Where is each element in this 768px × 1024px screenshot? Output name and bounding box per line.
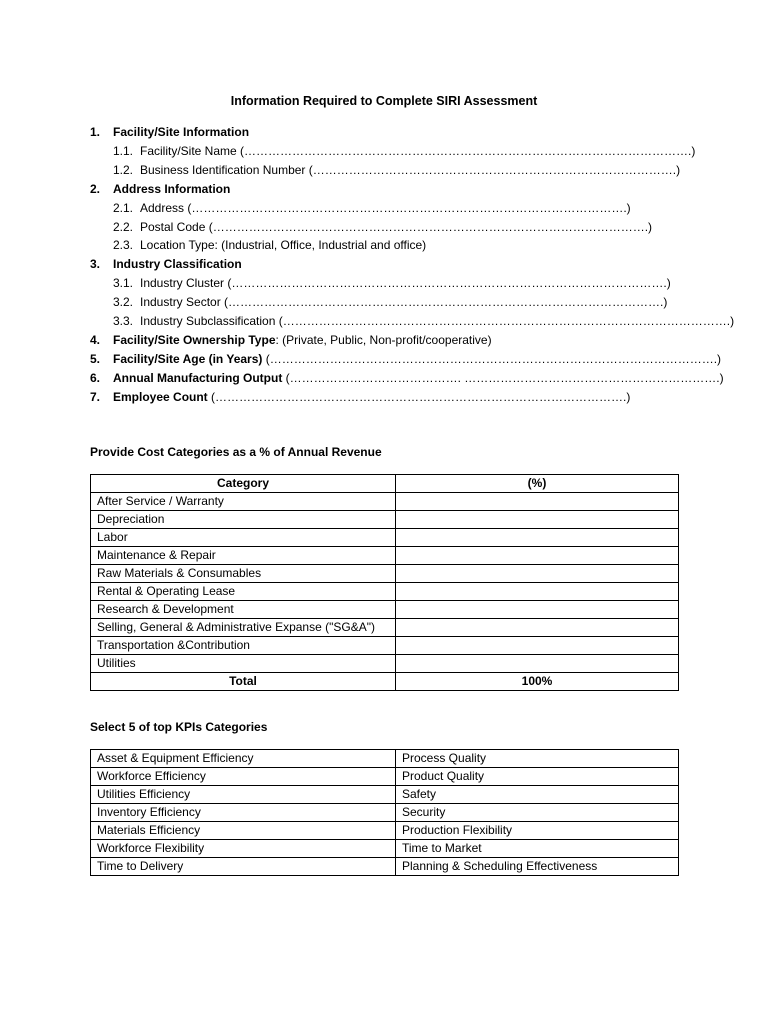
kpi-option-cell[interactable]: Production Flexibility [396,822,679,840]
item-number: 3. [90,257,101,272]
subitem-number: 2.3. [113,238,134,253]
subitem-text: Industry Cluster (……………………………………………………………………………………………….) [140,276,671,291]
item-number: 4. [90,332,101,347]
subitem-number: 1.2. [113,162,134,177]
total-value: 100% [396,673,679,691]
cost-percent-cell[interactable] [396,601,679,619]
cost-row [91,511,679,529]
kpi-row [91,768,679,786]
item-detail: (………………………………………………………………………………………….) [207,389,631,404]
kpi-row [91,858,679,876]
cost-row [91,583,679,601]
cost-row [91,601,679,619]
cost-row [91,529,679,547]
cost-category-cell: After Service / Warranty [91,493,396,511]
cost-category-cell: Depreciation [91,511,396,529]
cost-table-header-row [91,475,679,493]
info-subitem [113,312,734,330]
item-number: 7. [90,389,101,404]
kpi-table [90,749,679,876]
cost-table [90,474,679,691]
cost-row [91,565,679,583]
info-item [90,388,630,406]
kpi-option-cell[interactable]: Security [396,804,679,822]
cost-category-cell: Utilities [91,655,396,673]
subitem-text: Industry Subclassification (………………………………………………………………………………………………….) [140,314,735,328]
kpi-option-cell[interactable]: Utilities Efficiency [91,786,396,804]
cost-category-cell: Research & Development [91,601,396,619]
item-detail: (……………………………………. ……………………………………………………….) [282,370,724,385]
info-item [90,331,492,349]
item-label: Facility/Site Ownership Type [113,332,276,347]
subitem-number: 2.2. [113,219,134,234]
subitem-number: 1.1. [113,143,134,158]
kpi-option-cell[interactable]: Time to Market [396,840,679,858]
total-label: Total [91,673,396,691]
cost-percent-cell[interactable] [396,655,679,673]
item-number: 1. [90,125,101,139]
kpi-row [91,786,679,804]
subitem-text: Address (……………………………………………………………………………………………….) [140,200,631,215]
info-subitem [113,142,695,160]
info-item [90,180,230,198]
cost-row [91,637,679,655]
info-subitem [113,236,426,254]
kpi-option-cell[interactable]: Materials Efficiency [91,822,396,840]
info-item [90,255,242,273]
kpi-option-cell[interactable]: Inventory Efficiency [91,804,396,822]
kpi-option-cell[interactable]: Workforce Flexibility [91,840,396,858]
kpi-option-cell[interactable]: Product Quality [396,768,679,786]
kpi-option-cell[interactable]: Workforce Efficiency [91,768,396,786]
cost-percent-cell[interactable] [396,547,679,565]
item-label: Facility/Site Age (in Years) [113,351,263,366]
item-label: Address Information [113,181,231,196]
cost-percent-cell[interactable] [396,511,679,529]
item-label: Facility/Site Information [113,125,250,139]
kpi-option-cell[interactable]: Safety [396,786,679,804]
item-number: 5. [90,351,101,366]
kpi-option-cell[interactable]: Process Quality [396,750,679,768]
item-label: Employee Count [113,389,208,404]
cost-category-cell: Raw Materials & Consumables [91,565,396,583]
cost-row [91,493,679,511]
item-detail: (………………………………………………………………………………………………….) [262,351,722,366]
subitem-number: 3.1. [113,276,134,291]
cost-percent-cell[interactable] [396,529,679,547]
cost-percent-cell[interactable] [396,583,679,601]
cost-percent-cell[interactable] [396,565,679,583]
info-subitem [113,161,680,179]
cost-row [91,619,679,637]
item-label: Industry Classification [113,257,242,272]
subitem-number: 2.1. [113,200,134,215]
cost-category-cell: Transportation &Contribution [91,637,396,655]
subitem-text: Location Type: (Industrial, Office, Industrial and office) [140,238,427,253]
item-number: 6. [90,370,101,385]
info-item [90,123,249,141]
cost-percent-cell[interactable] [396,619,679,637]
info-item [90,369,724,387]
subitem-number: 3.3. [113,314,134,328]
subitem-text: Postal Code (……………………………………………………………………………………………….) [140,219,653,234]
cost-percent-cell[interactable] [396,637,679,655]
cost-percent-cell[interactable] [396,493,679,511]
total-row [91,673,679,691]
info-subitem [113,199,631,217]
cost-category-cell: Selling, General & Administrative Expanse ("SG&A") [91,619,396,637]
item-label: Annual Manufacturing Output [113,370,283,385]
cost-section-heading: Provide Cost Categories as a % of Annual Revenue [90,445,382,459]
kpi-row [91,840,679,858]
kpi-option-cell[interactable]: Asset & Equipment Efficiency [91,750,396,768]
cost-row [91,547,679,565]
kpi-section-heading: Select 5 of top KPIs Categories [90,720,268,734]
info-subitem [113,293,667,311]
document-title: Information Required to Complete SIRI Assessment [230,94,538,108]
kpi-row [91,804,679,822]
item-detail: : (Private, Public, Non-profit/cooperative) [275,332,492,347]
kpi-option-cell[interactable]: Planning & Scheduling Effectiveness [396,858,679,876]
percent-column-header: (%) [396,475,679,493]
subitem-text: Facility/Site Name (………………………………………………………………………………………………….) [140,143,696,158]
kpi-option-cell[interactable]: Time to Delivery [91,858,396,876]
kpi-row [91,822,679,840]
cost-category-cell: Maintenance & Repair [91,547,396,565]
cost-category-cell: Rental & Operating Lease [91,583,396,601]
info-item [90,350,721,368]
subitem-text: Business Identification Number (……………………………………………………………………………….) [140,162,681,177]
item-number: 2. [90,181,101,196]
cost-row [91,655,679,673]
info-subitem [113,218,652,236]
cost-category-cell: Labor [91,529,396,547]
category-column-header: Category [91,475,396,493]
info-subitem [113,274,671,292]
subitem-text: Industry Sector (……………………………………………………………………………………………….) [140,295,668,310]
subitem-number: 3.2. [113,295,134,310]
kpi-row [91,750,679,768]
